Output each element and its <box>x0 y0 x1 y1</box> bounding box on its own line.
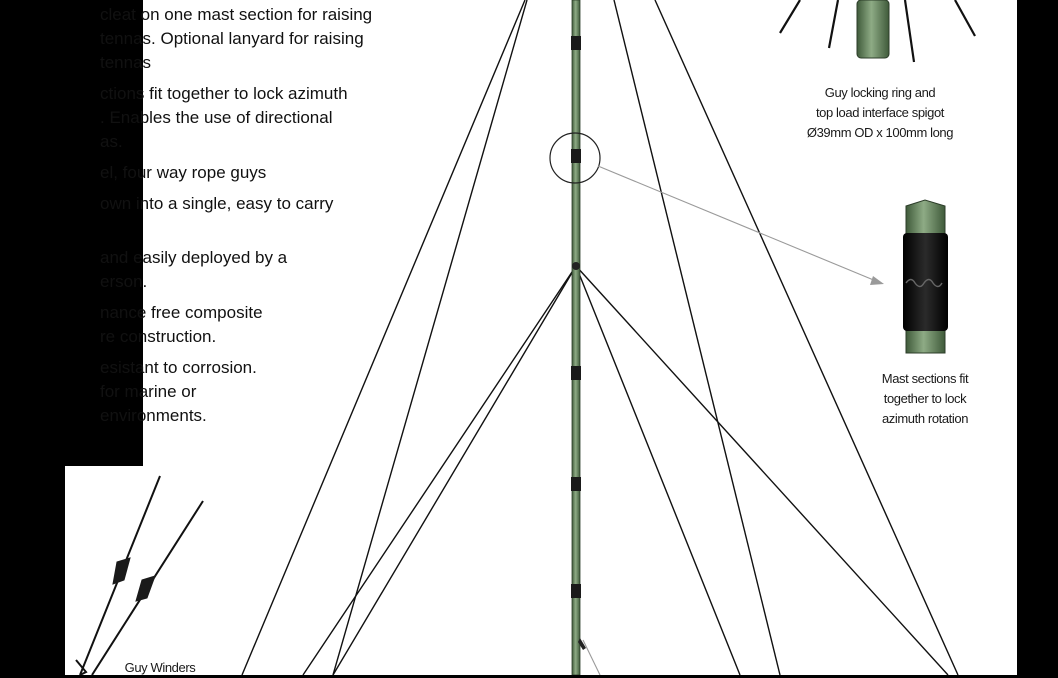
feature-item: nance free composite re construction. <box>100 303 263 346</box>
guy-locking-ring-caption: Guy locking ring and top load interface spigot Ø39mm OD x 100mm long <box>806 85 954 140</box>
guy-ring <box>572 262 580 270</box>
right-mask <box>1017 0 1058 675</box>
guy-winders-caption: Guy Winders <box>124 660 196 675</box>
mast-joint <box>571 584 581 598</box>
feature-item: ctions fit together to lock azimuth . Enables the use of directional as. <box>100 84 348 151</box>
feature-item: el, four way rope guys <box>100 163 267 182</box>
feature-item: and easily deployed by a erson. <box>100 248 288 291</box>
guy-line <box>576 266 740 675</box>
guy-winders-drawing <box>76 476 203 675</box>
mast-joint <box>571 366 581 380</box>
guy-line <box>614 0 780 675</box>
feature-item: cleat on one mast section for raising tennas. Optional lanyard for raising tennas <box>100 5 373 72</box>
mast-joint <box>571 477 581 491</box>
mast-sections-detail <box>903 200 948 353</box>
guy-line <box>576 266 948 675</box>
feature-item: own into a single, easy to carry <box>100 194 334 213</box>
mast-joint <box>571 36 581 50</box>
upper-section <box>906 200 945 236</box>
winder <box>113 558 130 584</box>
left-mask-lower <box>0 466 65 675</box>
mast-joint <box>571 149 581 163</box>
guy-locking-ring-detail <box>780 0 975 62</box>
cleat-pointer <box>583 640 600 675</box>
winder <box>136 576 155 601</box>
feature-list <box>100 3 460 435</box>
mast-sections-caption: Mast sections fit together to lock azimuth rotation <box>881 371 969 426</box>
spigot-tube <box>857 0 889 58</box>
feature-item: esistant to corrosion. for marine or environments. <box>100 358 257 425</box>
mast <box>571 0 586 675</box>
mast-tube <box>572 0 580 675</box>
detail-arrowhead <box>870 276 884 285</box>
